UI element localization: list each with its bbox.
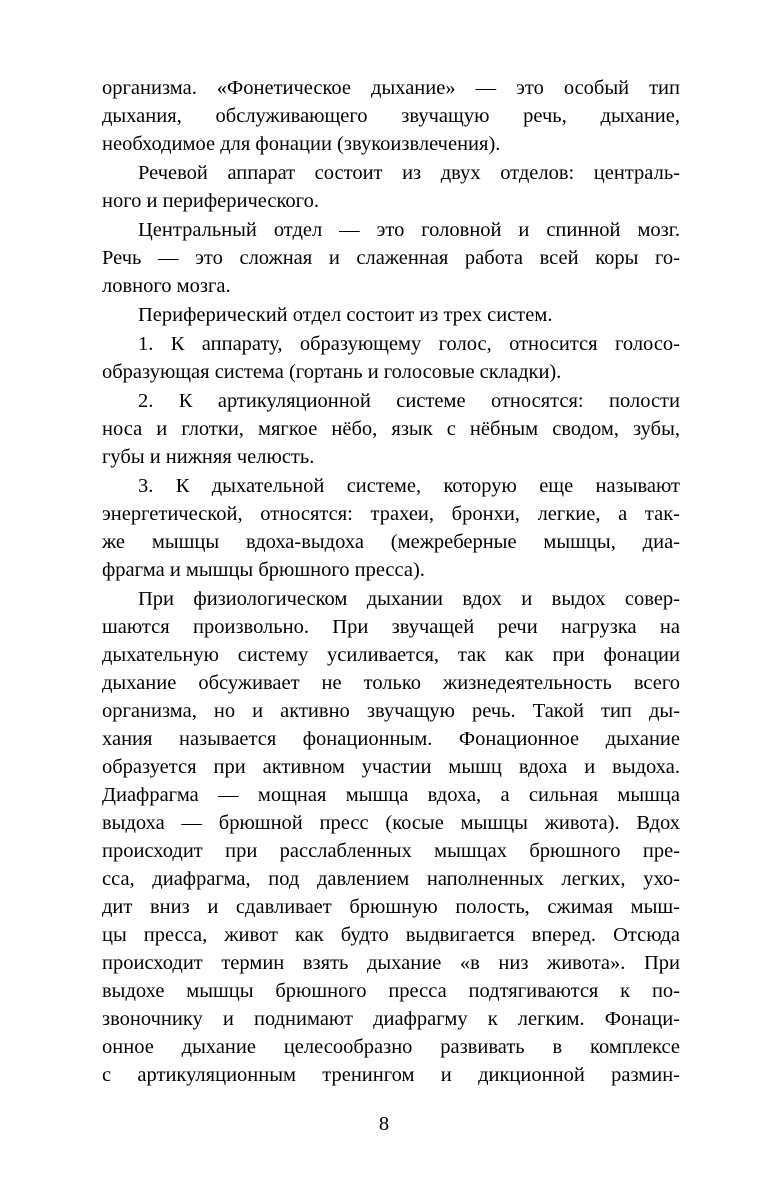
text-line: энергетической, относятся: трахеи, бронхи, легкие, а так- <box>102 503 680 525</box>
text-line: дыхание обсуживает не только жизнедеятельность всего <box>102 672 680 694</box>
text-line: онное дыхание целесообразно развивать в комплексе <box>102 1036 680 1058</box>
text-line: происходит термин взять дыхание «в низ живота». При <box>102 952 680 974</box>
text-line: Диафрагма — мощная мышца вдоха, а сильная мышца <box>102 784 680 806</box>
text-line: цы пресса, живот как будто выдвигается вперед. Отсюда <box>102 924 680 946</box>
text-line: дыхания, обслуживающего звучащую речь, дыхание, <box>102 105 680 127</box>
text-line: же мышцы вдоха-выдоха (межреберные мышцы, диа- <box>102 531 680 553</box>
text-line: Центральный отдел — это головной и спинной мозг. <box>138 219 680 241</box>
text-line: Речь — это сложная и слаженная работа всей коры го- <box>102 247 680 269</box>
text-line: происходит при расслабленных мышцах брюшного пре- <box>102 840 680 862</box>
text-line: шаются произвольно. При звучащей речи нагрузка на <box>102 616 680 638</box>
text-line: звоночнику и поднимают диафрагму к легким. Фонаци- <box>102 1008 680 1030</box>
text-line: необходимое для фонации (звукоизвлечения). <box>102 133 501 155</box>
text-line: губы и нижняя челюсть. <box>102 446 315 468</box>
text-line: 3. К дыхательной системе, которую еще называют <box>138 475 680 497</box>
text-line: фрагма и мышцы брюшного пресса). <box>102 559 425 581</box>
text-line: сса, диафрагма, под давлением наполненных легких, ухо- <box>102 868 680 890</box>
text-line: образуется при активном участии мышц вдоха и выдоха. <box>102 756 680 778</box>
text-line: организма. «Фонетическое дыхание» — это особый тип <box>102 77 680 99</box>
text-line: ловного мозга. <box>102 275 231 297</box>
text-line: Периферический отдел состоит из трех систем. <box>138 304 553 326</box>
text-line: 2. К артикуляционной системе относятся: полости <box>138 390 680 412</box>
text-line: дыхательную систему усиливается, так как при фонации <box>102 644 680 666</box>
text-line: организма, но и активно звучащую речь. Такой тип ды- <box>102 700 680 722</box>
text-line: образующая система (гортань и голосовые складки). <box>102 361 562 383</box>
text-line: Речевой аппарат состоит из двух отделов: централь- <box>138 162 680 184</box>
text-line: с артикуляционным тренингом и дикционной размин- <box>102 1064 680 1086</box>
text-line: носа и глотки, мягкое нёбо, язык с нёбным сводом, зубы, <box>102 418 680 440</box>
text-line: ного и периферического. <box>102 190 319 212</box>
text-line: 1. К аппарату, образующему голос, относится голосо- <box>138 333 680 355</box>
page-number: 8 <box>378 1113 390 1135</box>
text-line: выдоха — брюшной пресс (косые мышцы живота). Вдох <box>102 812 680 834</box>
text-line: хания называется фонационным. Фонационное дыхание <box>102 728 680 750</box>
text-line: дит вниз и сдавливает брюшную полость, сжимая мыш- <box>102 896 680 918</box>
text-line: При физиологическом дыхании вдох и выдох совер- <box>138 588 680 610</box>
text-line: выдохе мышцы брюшного пресса подтягиваются к по- <box>102 980 680 1002</box>
